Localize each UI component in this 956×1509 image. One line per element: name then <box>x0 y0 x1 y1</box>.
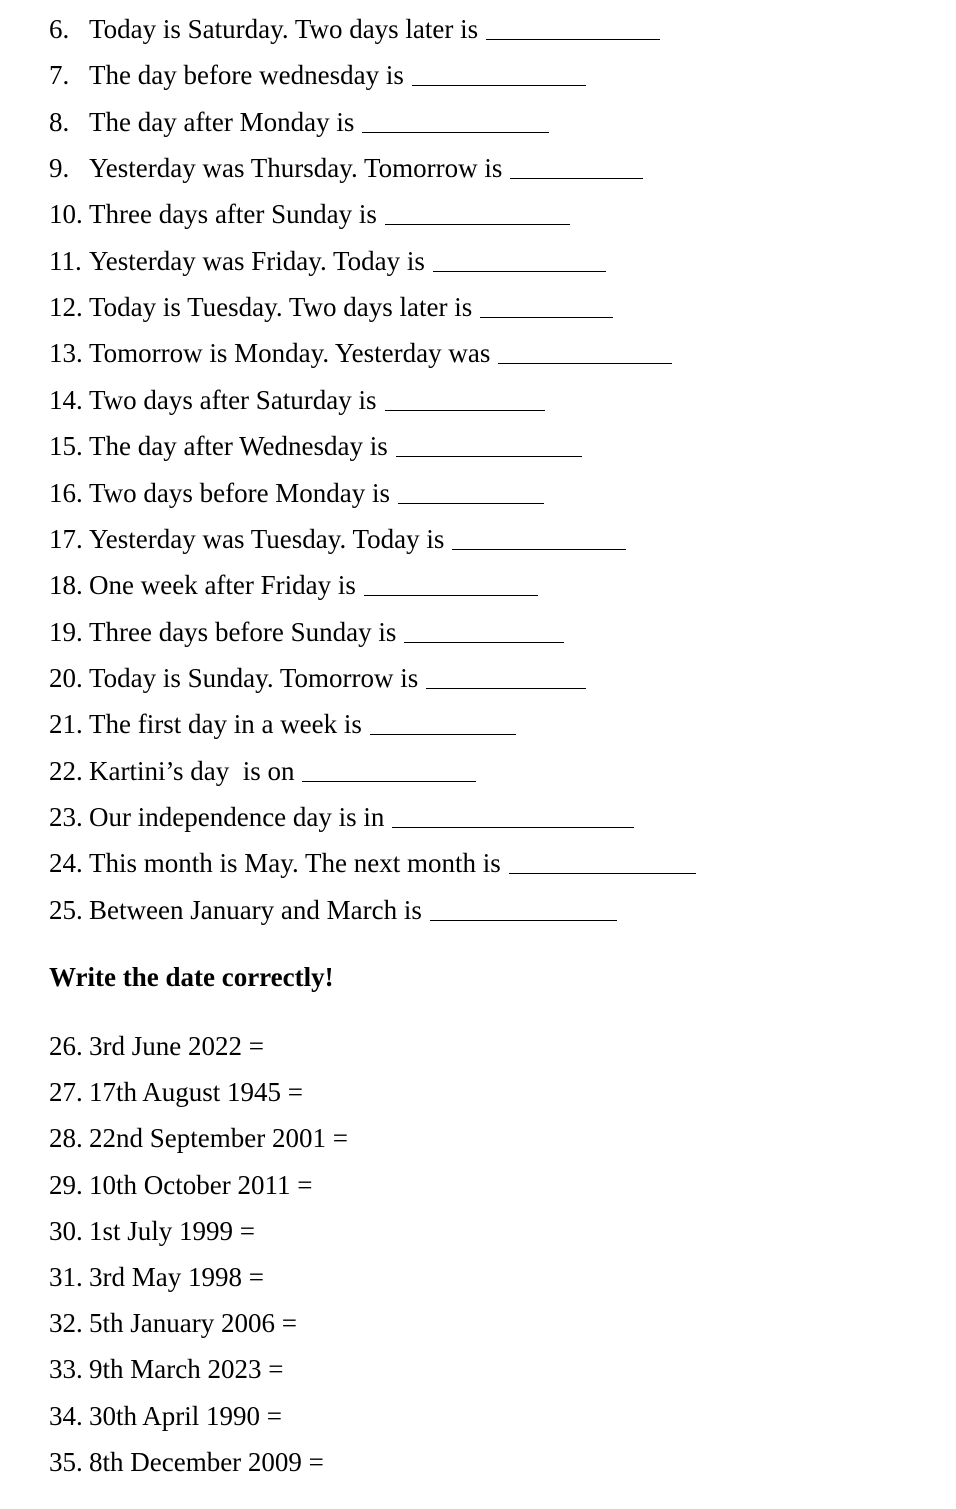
question-text: Tomorrow is Monday. Yesterday was <box>89 338 491 369</box>
question-text: The first day in a week is <box>89 709 362 740</box>
answer-blank[interactable] <box>480 295 613 318</box>
answer-blank[interactable] <box>392 805 634 828</box>
question-item <box>49 384 545 416</box>
question-number: 18. <box>49 570 83 601</box>
question-item <box>49 569 538 601</box>
question-text: Today is Tuesday. Two days later is <box>89 292 473 323</box>
question-item <box>49 337 672 369</box>
question-text: 17th August 1945 = <box>89 1077 303 1108</box>
answer-blank[interactable] <box>510 156 643 179</box>
answer-blank[interactable] <box>398 481 544 504</box>
answer-blank[interactable] <box>433 249 606 272</box>
answer-blank[interactable] <box>370 712 516 735</box>
question-number: 35. <box>49 1446 83 1477</box>
question-item <box>49 894 617 926</box>
answer-blank[interactable] <box>509 851 696 874</box>
question-item <box>49 523 626 555</box>
question-item <box>49 152 643 184</box>
question-text: Between January and March is <box>89 894 422 925</box>
question-item <box>49 477 544 509</box>
question-text: Today is Saturday. Two days later is <box>89 14 479 44</box>
question-text: Three days after Sunday is <box>89 199 377 230</box>
question-item <box>49 1122 348 1154</box>
answer-blank[interactable] <box>452 527 626 550</box>
question-text: 1st July 1999 = <box>89 1215 255 1246</box>
question-item <box>49 708 516 740</box>
question-number: 6. <box>49 14 70 44</box>
question-text: Two days before Monday is <box>89 477 391 508</box>
question-item <box>49 1215 255 1247</box>
question-item <box>49 801 634 833</box>
answer-blank[interactable] <box>430 898 617 921</box>
question-number: 30. <box>49 1215 83 1246</box>
question-item <box>49 1353 283 1385</box>
answer-blank[interactable] <box>486 17 660 40</box>
question-text: Yesterday was Thursday. Tomorrow is <box>89 153 503 184</box>
question-text: Kartini’s day is on <box>89 755 295 786</box>
question-item <box>49 1030 264 1062</box>
question-text: 9th March 2023 = <box>89 1354 284 1385</box>
question-number: 28. <box>49 1123 83 1154</box>
section-heading: Write the date correctly! <box>49 962 334 992</box>
question-text: The day before wednesday is <box>89 60 404 91</box>
question-text: 10th October 2011 = <box>89 1169 313 1200</box>
question-text: Today is Sunday. Tomorrow is <box>89 662 419 693</box>
question-text: This month is May. The next month is <box>89 848 501 879</box>
question-number: 20. <box>49 662 83 693</box>
question-text: One week after Friday is <box>89 570 356 601</box>
question-text: The day after Monday is <box>89 106 355 137</box>
answer-blank[interactable] <box>385 202 570 225</box>
question-number: 17. <box>49 523 83 554</box>
question-number: 22. <box>49 755 83 786</box>
question-item <box>49 1076 303 1108</box>
question-number: 31. <box>49 1262 83 1292</box>
answer-blank[interactable] <box>426 666 586 689</box>
question-number: 15. <box>49 431 83 462</box>
question-text: Yesterday was Tuesday. Today is <box>89 523 445 554</box>
question-number: 24. <box>49 848 83 879</box>
question-item <box>49 13 660 45</box>
question-number: 25. <box>49 894 83 925</box>
question-text: The day after Wednesday is <box>89 431 388 462</box>
question-item <box>49 106 549 138</box>
question-number: 9. <box>49 153 70 184</box>
answer-blank[interactable] <box>396 434 582 457</box>
question-item <box>49 430 582 462</box>
question-text: 30th April 1990 = <box>89 1400 282 1431</box>
question-text: 3rd June 2022 = <box>89 1031 264 1061</box>
question-item <box>49 245 606 277</box>
question-number: 11. <box>49 245 82 276</box>
question-number: 13. <box>49 338 83 369</box>
answer-blank[interactable] <box>302 759 476 782</box>
answer-blank[interactable] <box>404 620 564 643</box>
question-number: 32. <box>49 1308 83 1339</box>
question-number: 34. <box>49 1400 83 1431</box>
question-item <box>49 198 570 230</box>
question-number: 33. <box>49 1354 83 1385</box>
question-item <box>49 616 564 648</box>
answer-blank[interactable] <box>362 110 549 133</box>
question-text: 8th December 2009 = <box>89 1446 324 1477</box>
question-text: 5th January 2006 = <box>89 1308 297 1339</box>
question-number: 8. <box>49 106 70 137</box>
question-item <box>49 1261 264 1293</box>
question-text: 3rd May 1998 = <box>89 1262 264 1292</box>
question-number: 21. <box>49 709 83 740</box>
question-number: 19. <box>49 616 83 647</box>
answer-blank[interactable] <box>364 573 538 596</box>
question-item <box>49 1446 324 1478</box>
question-item <box>49 755 476 787</box>
question-number: 16. <box>49 477 83 508</box>
question-text: 22nd September 2001 = <box>89 1123 348 1154</box>
question-text: Two days after Saturday is <box>89 384 377 415</box>
answer-blank[interactable] <box>385 388 545 411</box>
question-item <box>49 1400 282 1432</box>
question-item <box>49 847 696 879</box>
question-item <box>49 1307 297 1339</box>
question-item <box>49 1169 312 1201</box>
question-text: Yesterday was Friday. Today is <box>89 245 425 276</box>
question-item <box>49 59 586 91</box>
question-text: Three days before Sunday is <box>89 616 397 647</box>
answer-blank[interactable] <box>498 341 672 364</box>
question-number: 29. <box>49 1169 83 1200</box>
question-item <box>49 662 586 694</box>
question-number: 14. <box>49 384 83 415</box>
question-item <box>49 291 613 323</box>
question-number: 23. <box>49 801 83 832</box>
question-text: Our independence day is in <box>89 801 385 832</box>
question-number: 27. <box>49 1077 83 1108</box>
question-number: 12. <box>49 292 83 323</box>
question-number: 26. <box>49 1031 83 1061</box>
answer-blank[interactable] <box>412 63 586 86</box>
question-number: 7. <box>49 60 70 91</box>
question-number: 10. <box>49 199 83 230</box>
